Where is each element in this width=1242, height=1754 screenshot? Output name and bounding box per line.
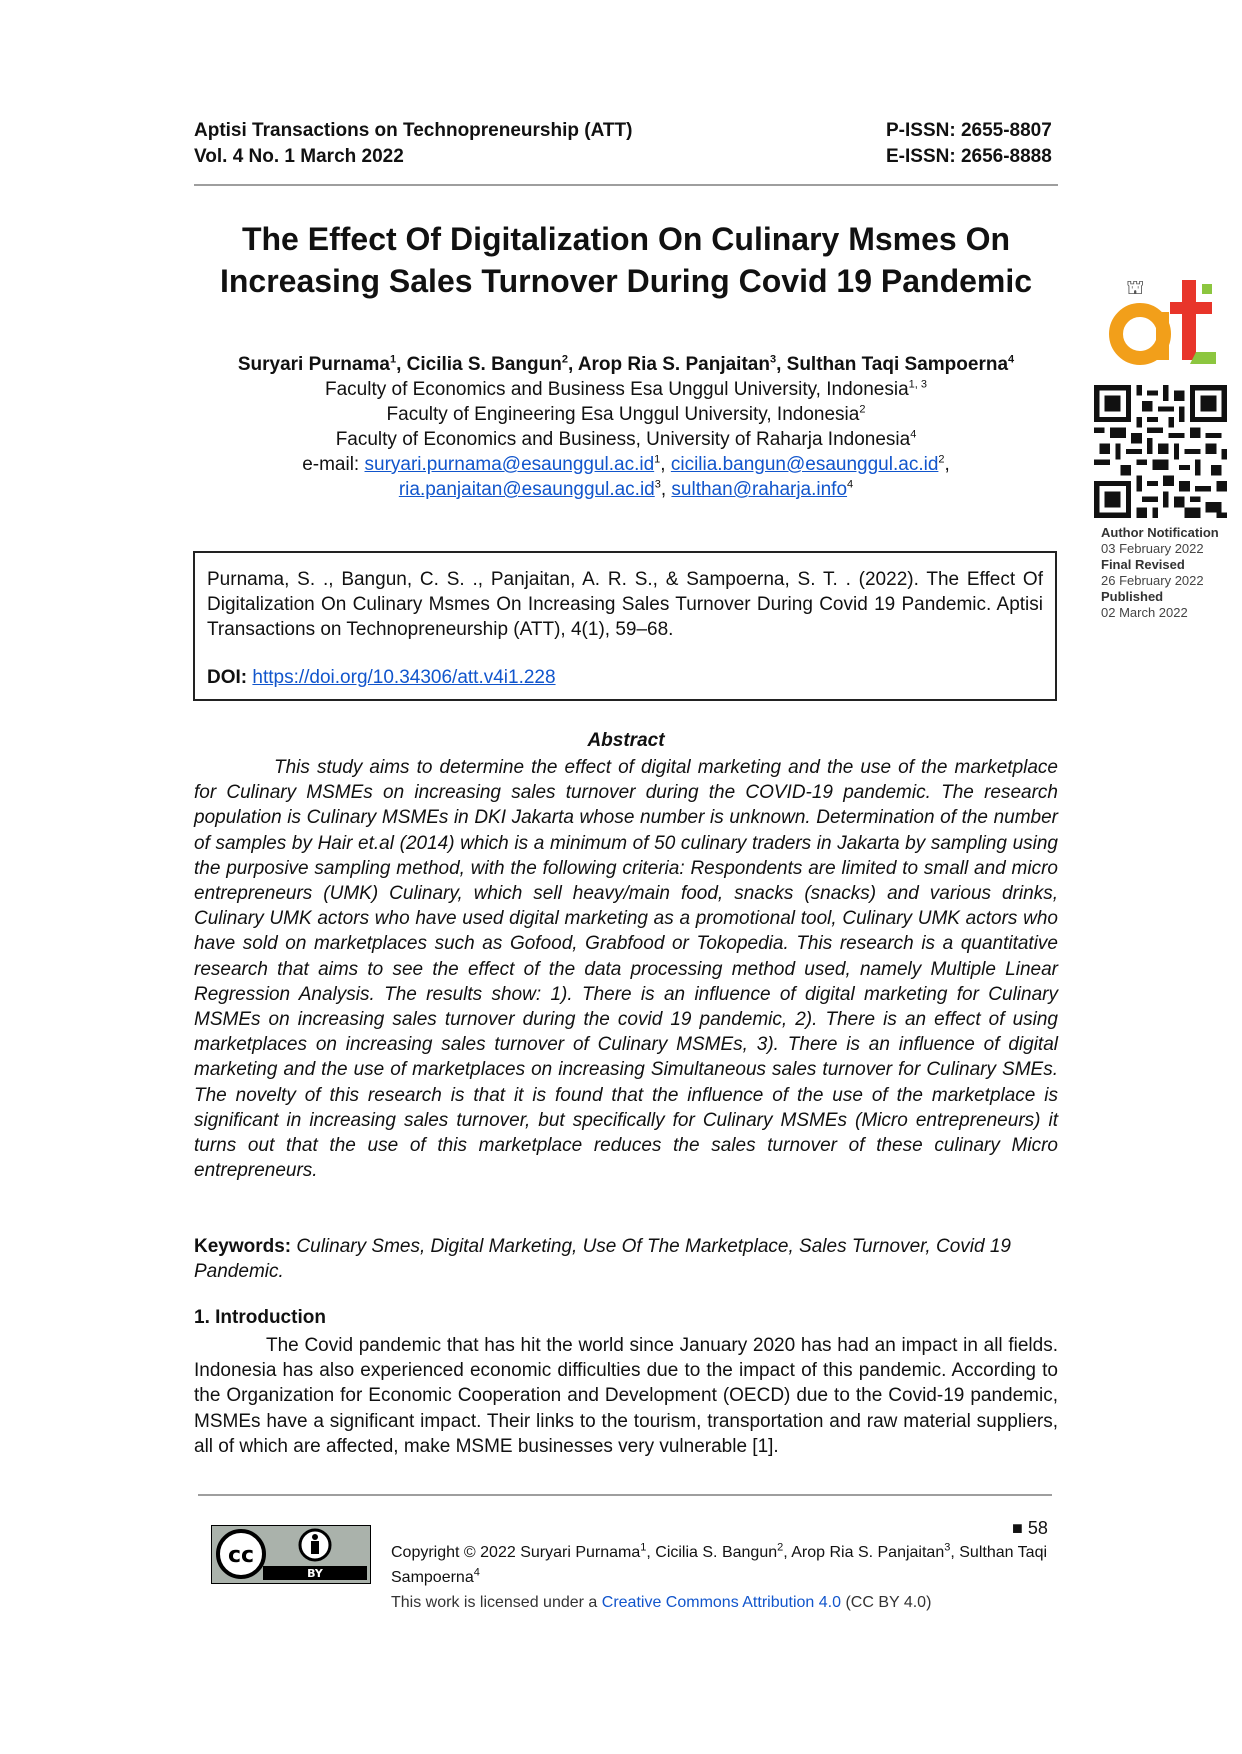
abstract-heading: Abstract [587,730,665,751]
email-label: e-mail: [302,454,360,475]
date-value: 26 February 2022 [1101,573,1204,588]
doi-link[interactable]: https://doi.org/10.34306/att.v4i1.228 [252,667,556,688]
paper-title [194,218,1058,302]
copyright-notice: Copyright © 2022 Suryari Purnama$^1$, Cicilia S. Bangun$^2$, Arop Ria S. Panjaitan$^3$, Sulthan Taqi Sampoerna$^4$ [391,1541,1048,1586]
author-block [194,352,1058,502]
author-name: Cicilia S. Bangun [406,354,562,375]
license-link[interactable]: Creative Commons Attribution 4.0 [601,1594,841,1611]
header-divider [194,184,1058,186]
svg-text:cc: cc [227,1543,255,1568]
introduction-text: The Covid pandemic that has hit the world since January 2020 has had an impact in all fields. Indonesia has also experienced economic difficulties due to the impact of this pandemic. According to the Organization for Economic Cooperation and Development (OECD) due to the Covid-19 pandemic, MSMEs have a significant impact. Their links to the tourism, transportation and raw material suppliers, all of which are affected, make MSME businesses very vulnerable [1]. [194,1335,1058,1457]
citation-text: Purnama, S. ., Bangun, C. S. ., Panjaitan, A. R. S., & Sampoerna, S. T. . (2022). The Effect Of Digitalization On Culinary Msmes On Increasing Sales Turnover During Covid 19 Pandemic. Aptisi Transactions on Technopreneurship (ATT), 4(1), 59–68. [207,569,1043,640]
author-index: 3 [769,353,777,366]
paper-title-line-2: Increasing Sales Turnover During Covid 19 Pandemic [219,263,1033,299]
email-line: e-mail: $suryari.purnama@esaunggul.ac.id^1$, $cicilia.bangun@esaunggul.ac.id^2$, [302,453,950,475]
journal-name: Aptisi Transactions on Technopreneurship (ATT) [194,120,633,141]
journal-header [194,118,632,170]
author-index: 1 [389,353,397,366]
author-name: Sulthan Taqi Sampoerna [786,354,1009,375]
page-number: ■ 58 [1012,1518,1048,1538]
publication-dates [1101,525,1219,621]
author-list: Suryari Purnama$^1$, Cicilia S. Bangun$^2$, Arop Ria S. Panjaitan$^3$, Sulthan Taqi Sampoerna$^4$ [237,353,1015,375]
affiliation: Faculty of Economics and Business Esa Unggul University, Indonesia$^{1, 3}$ [324,378,927,400]
keywords-label: Keywords: [194,1236,292,1257]
qr-code-icon [1094,385,1227,518]
date-label: Author Notification [1101,525,1219,540]
affiliation: Faculty of Engineering Esa Unggul University, Indonesia$^2$ [386,403,866,425]
keywords [194,1234,1058,1284]
svg-text:⛫: ⛫ [1126,275,1145,299]
email-link[interactable]: ria.panjaitan@esaunggul.ac.id [398,479,655,500]
email-link[interactable]: sulthan@raharja.info [671,479,848,500]
author-index: 2 [561,353,568,366]
citation-box [193,551,1057,701]
footer-divider [198,1494,1052,1496]
att-logo-icon [1098,272,1223,372]
affiliation: Faculty of Economics and Business, University of Raharja Indonesia$^4$ [335,428,917,450]
journal-volume: Vol. 4 No. 1 March 2022 [194,146,404,167]
paper-title-line-1: The Effect Of Digitalization On Culinary Msmes On [241,221,1011,257]
cc-by-label: BY [307,1567,323,1580]
email-line: $ria.panjaitan@esaunggul.ac.id^3$, sulthan@raharja.info$^4$ [398,478,854,500]
date-value: 02 March 2022 [1101,605,1188,620]
section-heading: 1. Introduction [194,1307,326,1328]
email-link[interactable]: suryari.purnama@esaunggul.ac.id [364,454,655,475]
cc-by-license-icon[interactable] [211,1525,371,1584]
author-name: Arop Ria S. Panjaitan [577,354,770,375]
abstract-text: This study aims to determine the effect of digital marketing and the use of the marketplace for Culinary MSMEs on increasing sales turnover during the COVID-19 pandemic. The research population is Culinary MSMEs in DKI Jakarta whose number is unknown. Determination of the number of samples by Hair et.al (2014) which is a minimum of 50 culinary traders in Jakarta by sampling using the purposive sampling method, with the following criteria: Respondents are limited to small and micro entrepreneurs (UMK) Culinary, which sell heavy/main food, snacks (snacks) and various drinks, Culinary UMK actors who have used digital marketing as a promotional tool, Culinary UMK actors who have sold on marketplaces such as Gofood, Grabfood or Tokopedia. This research is a quantitative research that aims to see the effect of the data processing method used, namely Multiple Linear Regression Analysis. The results show: 1). There is an influence of digital marketing for Culinary MSMEs on increasing sales turnover during the covid 19 pandemic, 2). There is an effect of using marketplaces on increasing sales turnover of Culinary MSMEs, 3). There is an influence of digital marketing and the use of marketplaces on increasing Simultaneous sales turnover for Culinary SMEs. The novelty of this research is that it is found that the influence of the use of the marketplace is significant in increasing sales turnover, but specifically for Culinary MSMEs (Micro entrepreneurs) it turns out that the use of this marketplace reduces the sales turnover of these culinary Micro entrepreneurs. [194,757,1058,1182]
p-issn: P-ISSN: 2655-8807 [886,120,1052,141]
doi-line [207,665,1043,690]
author-index: 4 [1008,353,1015,366]
author-name: Suryari Purnama [237,354,390,375]
email-link[interactable]: cicilia.bangun@esaunggul.ac.id [670,454,939,475]
date-label: Published [1101,589,1164,604]
keywords-text: Culinary Smes, Digital Marketing, Use Of The Marketplace, Sales Turnover, Covid 19 Pandemic. [194,1236,1011,1282]
doi-label: DOI: [207,667,248,688]
date-value: 03 February 2022 [1101,541,1204,556]
license-notice: This work is licensed under a Creative Commons Attribution 4.0 (CC BY 4.0) [391,1594,932,1611]
date-label: Final Revised [1101,557,1185,572]
issn-block [886,118,1052,170]
e-issn: E-ISSN: 2656-8888 [886,146,1052,167]
